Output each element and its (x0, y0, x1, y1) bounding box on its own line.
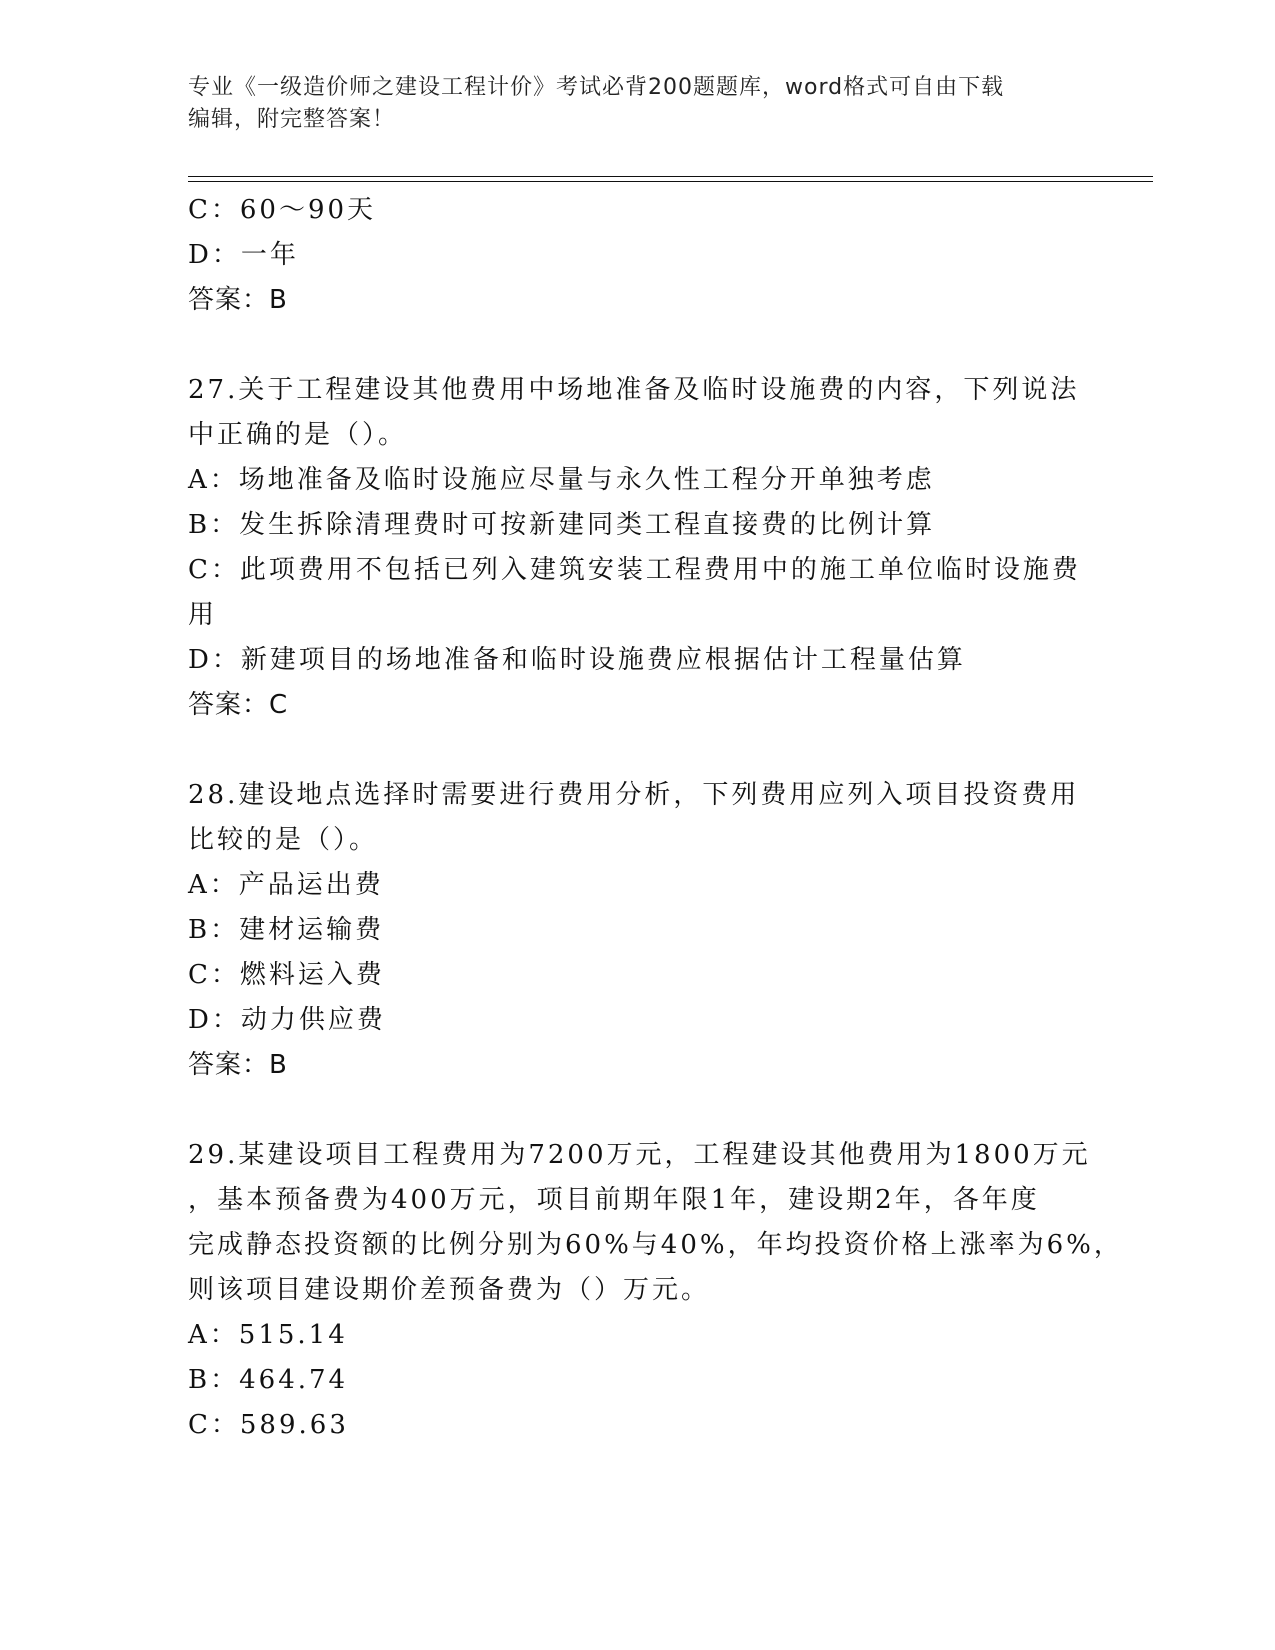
option-b: B：发生拆除清理费时可按新建同类工程直接费的比例计算 (188, 510, 936, 540)
header-divider-bottom (188, 181, 1153, 182)
question-29 (188, 1133, 1123, 1448)
option-c-continuation: 用 (188, 600, 218, 630)
question-stem-line: ，基本预备费为400万元，项目前期年限1年，建设期2年，各年度 (188, 1185, 1040, 1215)
question-stem-line: 完成静态投资额的比例分别为60%与40%，年均投资价格上涨率为6%， (188, 1230, 1123, 1260)
option-a: A：产品运出费 (188, 870, 384, 900)
answer-line: 答案：B (188, 1050, 288, 1080)
question-stem-line: 29.某建设项目工程费用为7200万元，工程建设其他费用为1800万元 (188, 1140, 1091, 1170)
question-26-continuation (188, 188, 1088, 323)
option-d: D：一年 (188, 240, 299, 270)
question-27 (188, 368, 1088, 728)
option-c: C：燃料运入费 (188, 960, 385, 990)
option-b: B：建材运输费 (188, 915, 385, 945)
option-c: C：589.63 (188, 1410, 349, 1440)
option-d: D：动力供应费 (188, 1005, 386, 1035)
question-stem-line: 27.关于工程建设其他费用中场地准备及临时设施费的内容，下列说法 (188, 375, 1080, 405)
spacer (188, 728, 1088, 773)
option-a: A：515.14 (188, 1320, 348, 1350)
question-stem-line: 中正确的是（）。 (188, 420, 408, 450)
question-28 (188, 773, 1088, 1088)
option-a: A：场地准备及临时设施应尽量与永久性工程分开单独考虑 (188, 465, 935, 495)
question-stem-line: 比较的是（）。 (188, 825, 379, 855)
header-line-2: 编辑，附完整答案！ (188, 107, 396, 132)
option-c: C：60～90天 (188, 195, 377, 225)
option-c: C：此项费用不包括已列入建筑安装工程费用中的施工单位临时设施费 (188, 555, 1081, 585)
option-d: D：新建项目的场地准备和临时设施费应根据估计工程量估算 (188, 645, 966, 675)
header-line-1: 专业《一级造价师之建设工程计价》考试必背200题题库，word格式可自由下载 (188, 75, 1005, 100)
spacer (188, 1088, 1088, 1133)
answer-line: 答案：C (188, 690, 289, 720)
document-body (188, 188, 1123, 1448)
header-divider-top (188, 176, 1153, 177)
option-b: B：464.74 (188, 1365, 349, 1395)
spacer (188, 323, 1088, 368)
question-stem-line: 则该项目建设期价差预备费为（）万元。 (188, 1275, 711, 1305)
answer-line: 答案：B (188, 285, 288, 315)
question-stem-line: 28.建设地点选择时需要进行费用分析，下列费用应列入项目投资费用 (188, 780, 1080, 810)
document-header (188, 72, 1088, 136)
